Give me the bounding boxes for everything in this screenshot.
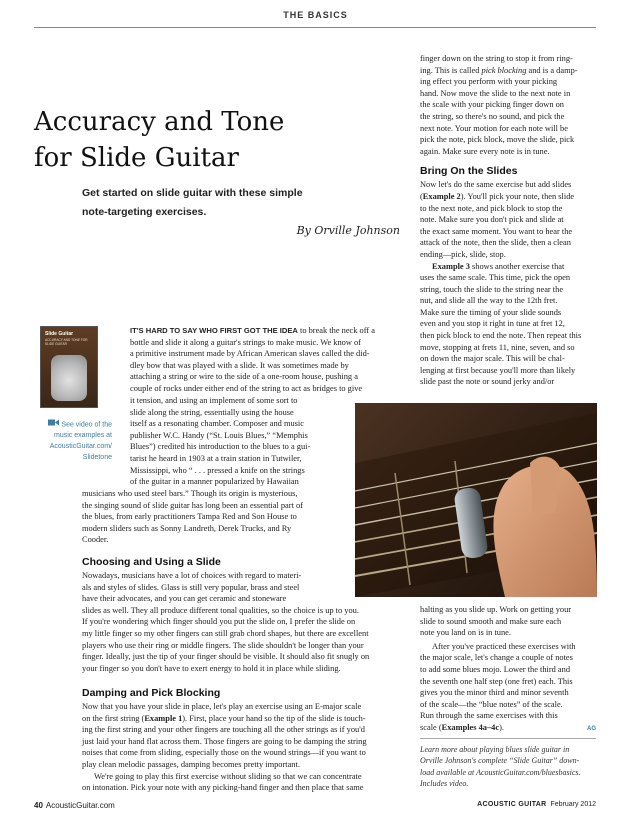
choosing-section [82,556,402,674]
text-line: scale ( [420,722,442,732]
text-line: pick the note, pick block, move the slide, pick [420,135,575,145]
video-note-line-3: AcousticGuitar.com/ [49,443,112,451]
resonator-guitar-image [51,355,87,401]
text-line: slides as well. They all produce different tonal qualities, so the choice is up to you. [82,605,359,615]
text-line: slide along the string, essentially using the house [130,407,294,417]
title-line-2: for Slide Guitar [34,143,239,173]
video-note[interactable] [38,419,112,463]
video-note-line-2: music examples at [54,432,112,440]
text-line: halting as you slide up. Work on getting your [420,605,572,614]
text-line: on down the major scale. This will be chal- [420,354,565,364]
text-line: ing. This is called [420,65,482,75]
text-line: itself as a resonating chamber. Composer and music [130,419,304,429]
text-line: Now that you have your slide in place, let's play an exercise using an E-major scale [82,702,362,711]
footer-issue: February 2012 [550,801,596,808]
text-line: If you're wondering which finger should you put the slide on, I prefer the slide on [82,617,356,627]
text-line: the blues, from early practitioners Tampa Red and Son House to [82,512,297,522]
text-line: shows another exercise that [469,261,565,271]
text-line: slide to sound smooth and make sure each [420,616,562,626]
damping-text-2 [82,771,402,794]
text-line: the string, so there's no sound, and pick the [420,111,565,121]
text-line: to break the neck off a [297,326,375,335]
right-column-lower [420,604,596,736]
text-line: Cooder. [82,535,109,545]
text-line: note you land on is in tune. [420,628,511,638]
text-line: Nowadays, musicians have a lot of choices with regard to materi- [82,571,302,580]
damping-section [82,687,402,794]
text-line: on the first string ( [82,713,145,723]
text-line: just laid your hand flat across them. Those fingers are going to be damping the string [82,736,367,746]
text-line: the scale with your picking finger down on [420,100,564,110]
heading-bring-on-the-slides: Bring On the Slides [420,165,518,178]
text-line: then pick block to end the note. Then repeat this [420,331,582,341]
text-line: Blues”) credited his introduction to the blues to a gui- [130,442,311,452]
text-line: Run through the same exercises with this [420,711,558,721]
text-line: finger. Ideally, just the tip of your finger should be visible. It should also fit snugly on [82,652,370,662]
text-line: the exact same moment. You want to hear the [420,226,573,236]
text-line: your finger so you don't have to exert energy to hold it in place while sliding. [82,663,341,673]
download-thumbnail[interactable] [40,326,98,408]
text-line: Mississippi, who “ . . . pressed a knife on the strings [130,465,305,475]
intro-text-continued [82,488,345,546]
thumb-subtitle: ACCURACY AND TONE FOR SLIDE GUITAR [45,338,88,346]
article-title [34,104,324,176]
video-note-line-4: Slidetone [82,454,112,462]
deck-line-1: Get started on slide guitar with these simple [82,187,303,199]
text-line: and is a damp- [526,65,578,75]
text-line: musicians who used steel bars.” Though its origin is mysterious, [82,489,298,498]
example-ref: Examples 4a–4c [441,722,500,732]
text-line: the singing sound of slide guitar has long been an essential part of [82,500,303,510]
text-line: ). [499,722,504,732]
text-line: to the next note, and pick block to stop the [420,203,563,213]
example-ref: Example 1 [144,713,183,723]
text-line: ). First, place your hand so the tip of the slide is touch- [182,713,366,723]
right-para-4 [420,604,596,639]
text-line: note. Make sure you don't pick and slide at [420,215,564,225]
text-line: nut, and slide all the way to the 12th fret. [420,296,558,306]
text-line: a primitive instrument made by African American slaves called the did- [130,349,370,359]
intro-text-wrap [130,395,345,488]
damping-text [82,701,402,771]
text-line: lenging at first because you'll more than likely [420,365,576,375]
text-line: move, stopping at frets 11, nine, seven, and so [420,342,575,352]
example-ref: Example 2 [422,191,461,201]
title-line-1: Accuracy and Tone [34,107,285,137]
page-number: 40 [34,801,43,810]
text-line: string, touch the slide to the string near the [420,284,564,294]
closing-rule [420,738,596,739]
text-line: again. Make sure every note is in tune. [420,146,550,156]
section-label: THE BASICS [283,10,348,20]
text-line: on intonation. Pick your note with any picking-hand finger and then place that same [82,783,364,793]
intro-lead-in: IT'S HARD TO SAY WHO FIRST GOT THE IDEA [130,326,298,335]
text-line: After you've practiced these exercises with [432,641,576,651]
text-line: play clean melodic passages, damping becomes pretty important. [82,759,300,769]
byline: By Orville Johnson [296,224,400,237]
text-line: attack of the note, then the slide, then a clean [420,238,571,248]
thumb-title: Slide Guitar [45,331,74,337]
text-line: hand. Now move the slide to the next note in [420,88,571,98]
intro-paragraph [130,325,400,395]
video-icon [48,419,59,430]
text-line: players who use their ring or middle fingers. The slide shouldn't be longer than your [82,640,364,650]
text-line: ending—pick, slide, stop. [420,249,506,259]
top-rule [34,27,596,28]
heading-choosing: Choosing and Using a Slide [82,556,221,568]
intro-continued [82,488,345,546]
text-line: the seventh one half step (one fret) each. This [420,676,573,686]
footer-magazine: ACOUSTIC GUITAR [477,801,547,808]
closing-line: load available at AcousticGuitar.com/bluesbasics. [420,767,581,777]
intro-wrap-around-photo [130,395,345,488]
text-line: als and styles of slides. Glass is still very popular, brass and steel [82,582,300,592]
text-line: ing the first string and your other fingers are touching all the other strings as if you'd [82,725,365,735]
text-line: it tension, and using an implement of some sort to [130,396,298,405]
choosing-text [82,570,402,674]
text-line: slide past the note or sound jerky and/or [420,377,555,387]
article-deck [82,184,332,222]
text-line: even and you stop it right in tune at fret 12, [420,319,565,329]
right-para-2 [420,179,596,260]
text-line: tarist he heard in 1903 at a train station in Tutwiler, [130,453,302,463]
text-line: attaching a string or wire to the side of a one-room house, pushing a [130,372,358,382]
right-para-3 [420,261,596,389]
text-line: bottle and slide it along a guitar's strings to make music. We know of [130,337,361,347]
text-line: noises that come from sliding, especially those on the wound strings—if you want to [82,748,366,758]
text-line: of the guitar in a manner popularized by Hawaiian [130,477,299,487]
text-line: of the scale—the “blue notes” of the scale. [420,699,563,709]
intro-text [130,325,400,395]
deck-line-2: note-targeting exercises. [82,206,207,218]
text-line: We're going to play this first exercise without sliding so that we can concentrate [94,771,362,781]
text-line: next note. Your motion for each note will be [420,123,568,133]
text-line: ). You'll pick your note, then slide [460,191,575,201]
footer-site[interactable]: AcousticGuitar.com [45,801,115,810]
right-para-1 [420,53,596,157]
text-line: the major scale, let's change a couple of notes [420,653,573,663]
right-para-5 [420,641,596,734]
text-line: Now let's do the same exercise but add slides [420,180,572,190]
example-ref: Example 3 [432,261,470,271]
text-line: Make sure the timing of your slide sounds [420,307,562,317]
text-line: ing effect you perform with your picking [420,77,558,87]
text-line: finger down on the string to stop it from ring- [420,54,573,63]
text-line: publisher W.C. Handy (“St. Louis Blues,” “Memphis [130,430,308,440]
closing-line: Includes video. [420,778,469,788]
text-line: gives you the minor third and minor seventh [420,688,569,698]
footer-right [410,801,596,808]
closing-note[interactable] [420,744,596,789]
footer-left [34,801,115,810]
end-signature: AG [587,725,596,732]
closing-line: Orville Johnson's complete “Slide Guitar” down- [420,756,580,766]
text-line: have their advocates, and you can get ceramic and stoneware [82,594,287,604]
right-column [420,53,596,388]
text-line: my little finger so my other fingers can still grab chord shapes, but there are excellent [82,628,369,638]
text-line: couple of rocks under either end of the string to act as bridges to give [130,383,363,393]
term-pick-blocking: pick blocking [481,65,527,75]
heading-damping: Damping and Pick Blocking [82,687,221,699]
text-line: dley bow that was played with a slide. It was sometimes made by [130,360,349,370]
text-line: ( [420,191,423,201]
text-line: to add some blues mojo. Lower the third and [420,664,571,674]
text-line: modern sliders such as Sonny Landreth, Derek Trucks, and Ry [82,523,292,533]
closing-line: Learn more about playing blues slide guitar in [420,745,570,754]
text-line: uses the same scale. This time, pick the open [420,273,571,283]
video-note-line-1: See video of the [61,421,112,429]
